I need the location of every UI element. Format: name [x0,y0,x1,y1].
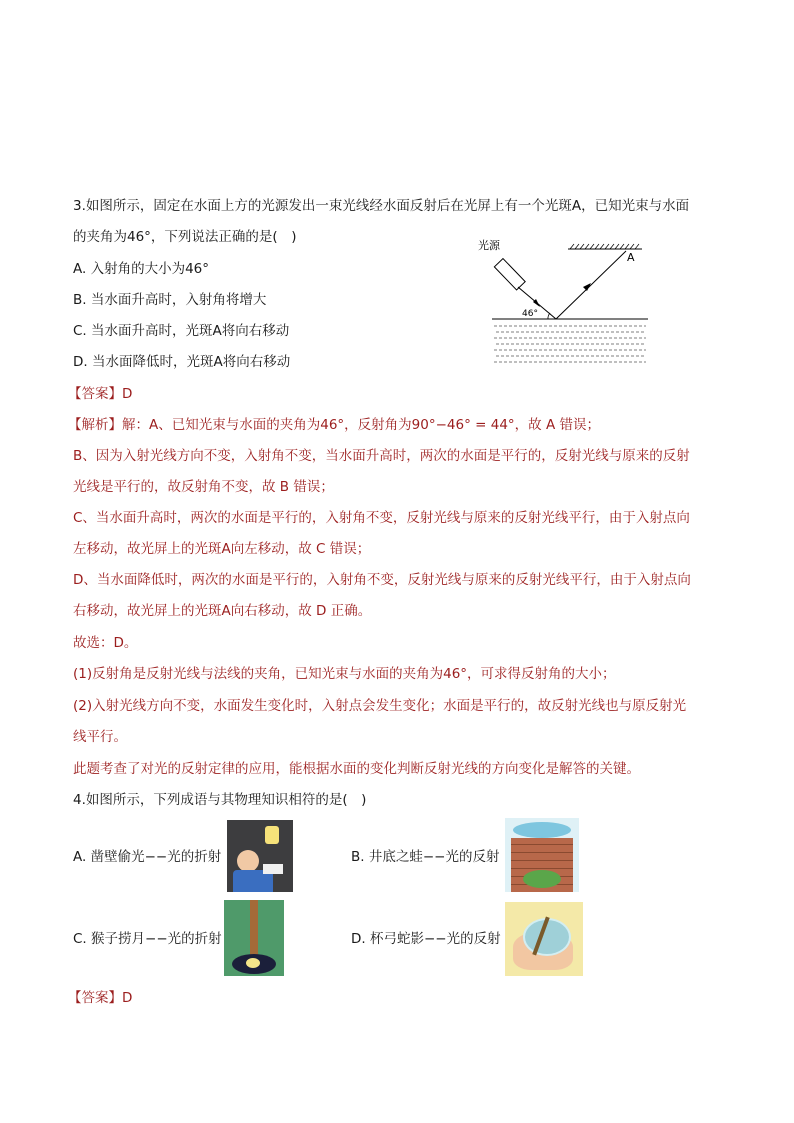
light-source-label: 光源 [478,239,500,252]
q3-answer: 【答案】D [68,386,133,402]
q3-option-b: B. 当水面升高时，入射角将增大 [73,292,267,308]
q4-stem: 4.如图所示，下列成语与其物理知识相符的是( ) [73,792,367,808]
q4-option-b: B. 井底之蛙−−光的反射 [351,849,500,865]
q4-answer: 【答案】D [68,990,133,1006]
q4-option-c: C. 猴子捞月−−光的折射 [73,931,222,947]
q3-analysis-line3: 光线是平行的，故反射角不变，故 B 错误； [73,479,334,495]
q3-note-2a: (2)入射光线方向不变，水面发生变化时，入射点会发生变化；水面是平行的，故反射光线也与原反射光 [73,698,687,714]
spot-a-label: A [627,251,635,264]
q3-option-d: D. 当水面降低时，光斑A将向右移动 [73,354,291,370]
q4-option-a-image [227,820,293,892]
q3-option-a: A. 入射角的大小为46° [73,261,210,277]
q3-reflection-diagram [470,232,660,372]
q4-option-b-image [505,818,579,892]
q3-note-1: (1)反射角是反射光线与法线的夹角，已知光束与水面的夹角为46°，可求得反射角的大小； [73,666,616,682]
q3-note-2b: 线平行。 [73,729,127,745]
q3-stem-line1: 3.如图所示，固定在水面上方的光源发出一束光线经水面反射后在光屏上有一个光斑A，已知光束与水面 [73,198,690,214]
q3-stem-line2: 的夹角为46°，下列说法正确的是( ) [73,229,297,245]
q4-option-c-image [224,900,284,976]
q3-summary: 此题考查了对光的反射定律的应用，能根据水面的变化判断反射光线的方向变化是解答的关键。 [73,761,640,777]
q4-option-d-image [505,902,583,976]
q3-analysis-line4: C、当水面升高时，两次的水面是平行的，入射角不变，反射光线与原来的反射光线平行，由于入射点向 [73,510,690,526]
q3-option-c: C. 当水面升高时，光斑A将向右移动 [73,323,290,339]
angle-label: 46° [522,309,538,319]
q4-option-a: A. 凿壁偷光−−光的折射 [73,849,222,865]
q3-analysis-line6: D、当水面降低时，两次的水面是平行的，入射角不变，反射光线与原来的反射光线平行，由于入射点向 [73,572,691,588]
q3-conclusion: 故选：D。 [73,635,138,651]
q3-analysis-line7: 右移动，故光屏上的光斑A向右移动，故 D 正确。 [73,603,372,619]
q3-analysis-line1: 【解析】解：A、已知光束与水面的夹角为46°，反射角为90°−46° = 44°，故 A 错误； [68,417,600,433]
q4-option-d: D. 杯弓蛇影−−光的反射 [351,931,501,947]
q3-analysis-line5: 左移动，故光屏上的光斑A向左移动，故 C 错误； [73,541,371,557]
q3-analysis-line2: B、因为入射光线方向不变，入射角不变，当水面升高时，两次的水面是平行的，反射光线与原来的反射 [73,448,690,464]
